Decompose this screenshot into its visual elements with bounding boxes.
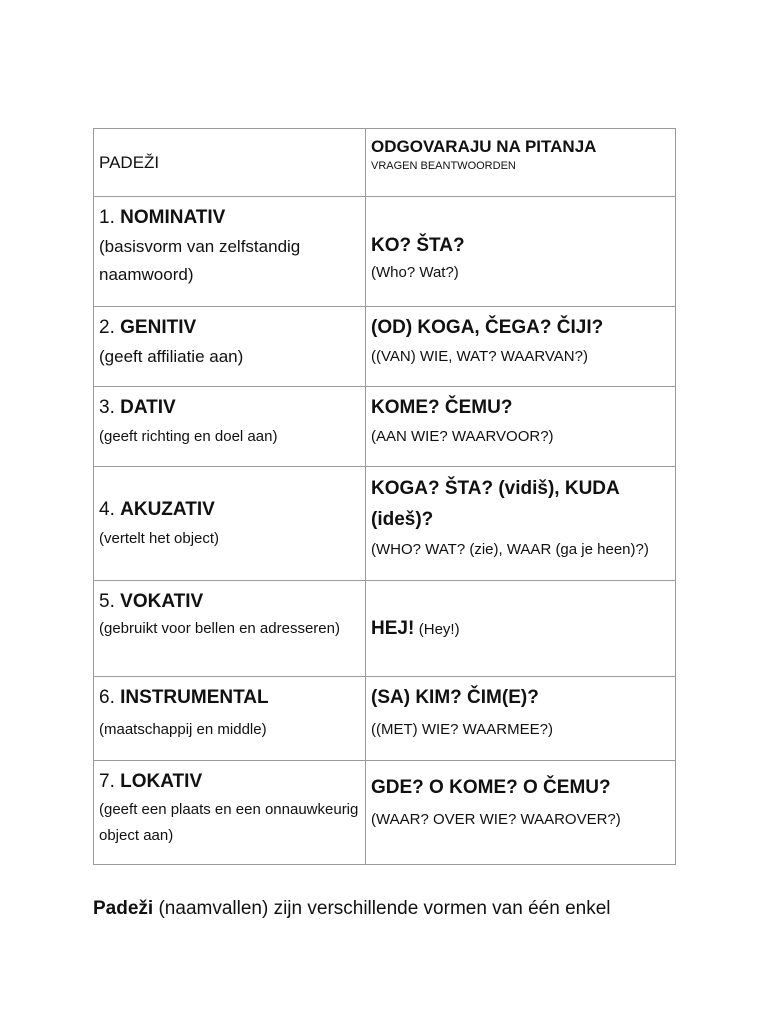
question-cell [366, 467, 676, 581]
answer-text: (Hey!) [418, 620, 460, 638]
case-title [99, 767, 360, 797]
case-name: INSTRUMENTAL [120, 687, 269, 708]
header-questions-sublabel: VRAGEN BEANTWOORDEN [371, 160, 516, 172]
case-title [99, 203, 360, 233]
case-description: (gebruikt voor bellen en adresseren) [99, 620, 340, 637]
header-cases-label: PADEŽI [99, 152, 160, 172]
case-title [99, 683, 360, 713]
table-row [94, 197, 676, 307]
case-number: 5. [99, 591, 115, 612]
question-cell [366, 581, 676, 677]
case-name: VOKATIV [120, 591, 204, 612]
case-cell [94, 307, 366, 387]
case-title [99, 587, 360, 617]
question-text: (SA) KIM? ČIM(E)? [371, 687, 539, 708]
table-row [94, 307, 676, 387]
header-cell-cases [94, 129, 366, 197]
question-text: GDE? O KOME? O ČEMU? [371, 777, 611, 798]
question-cell [366, 761, 676, 865]
table-row [94, 581, 676, 677]
case-number: 6. [99, 687, 115, 708]
question-cell [366, 307, 676, 387]
table-row [94, 677, 676, 761]
case-cell [94, 467, 366, 581]
case-name: LOKATIV [120, 771, 203, 792]
case-cell [94, 677, 366, 761]
question-text: KOME? ČEMU? [371, 397, 513, 418]
table-row [94, 761, 676, 865]
case-title [99, 495, 360, 525]
header-questions-label: ODGOVARAJU NA PITANJA [371, 137, 597, 156]
question-text: KO? ŠTA? [371, 235, 465, 256]
case-description: (geeft een plaats en een onnauwkeurig object aan) [99, 801, 359, 844]
case-description: (maatschappij en middle) [99, 721, 267, 738]
header-cell-questions [366, 129, 676, 197]
question-text: HEJ! [371, 617, 415, 639]
case-description: (vertelt het object) [99, 529, 220, 547]
case-description: (geeft richting en doel aan) [99, 428, 278, 445]
table-row [94, 387, 676, 467]
case-description: (basisvorm van zelfstandig naamwoord) [99, 237, 301, 284]
answer-text: (WHO? WAT? (zie), WAAR (ga je heen)?) [371, 541, 649, 558]
case-cell [94, 387, 366, 467]
answer-text: ((MET) WIE? WAARMEE?) [371, 721, 553, 738]
question-text: KOGA? ŠTA? (vidiš), KUDA (ideš)? [371, 478, 620, 530]
footer-text: (naamvallen) zijn verschillende vormen van één enkel [153, 898, 611, 919]
question-cell [366, 197, 676, 307]
footer-paragraph [93, 895, 733, 923]
case-name: AKUZATIV [120, 498, 215, 520]
question-cell [366, 387, 676, 467]
answer-text: ((VAN) WIE, WAT? WAARVAN?) [371, 348, 588, 365]
case-name: NOMINATIV [120, 207, 226, 228]
case-name: DATIV [120, 397, 176, 418]
answer-text: (WAAR? OVER WIE? WAAROVER?) [371, 811, 621, 828]
case-title [99, 393, 360, 423]
case-title [99, 313, 360, 343]
answer-text: (AAN WIE? WAARVOOR?) [371, 428, 554, 445]
answer-text: (Who? Wat?) [371, 264, 459, 281]
case-cell [94, 197, 366, 307]
case-cell [94, 581, 366, 677]
case-description: (geeft affiliatie aan) [99, 347, 244, 366]
cases-table [93, 128, 676, 865]
question-text: (OD) KOGA, ČEGA? ČIJI? [371, 317, 604, 338]
case-name: GENITIV [120, 317, 197, 338]
table-row [94, 467, 676, 581]
footer-bold-term: Padeži [93, 898, 154, 919]
case-number: 1. [99, 207, 115, 228]
table-header-row [94, 129, 676, 197]
case-number: 2. [99, 317, 115, 338]
case-number: 4. [99, 498, 115, 520]
case-number: 3. [99, 397, 115, 418]
case-number: 7. [99, 771, 115, 792]
case-cell [94, 761, 366, 865]
question-cell [366, 677, 676, 761]
